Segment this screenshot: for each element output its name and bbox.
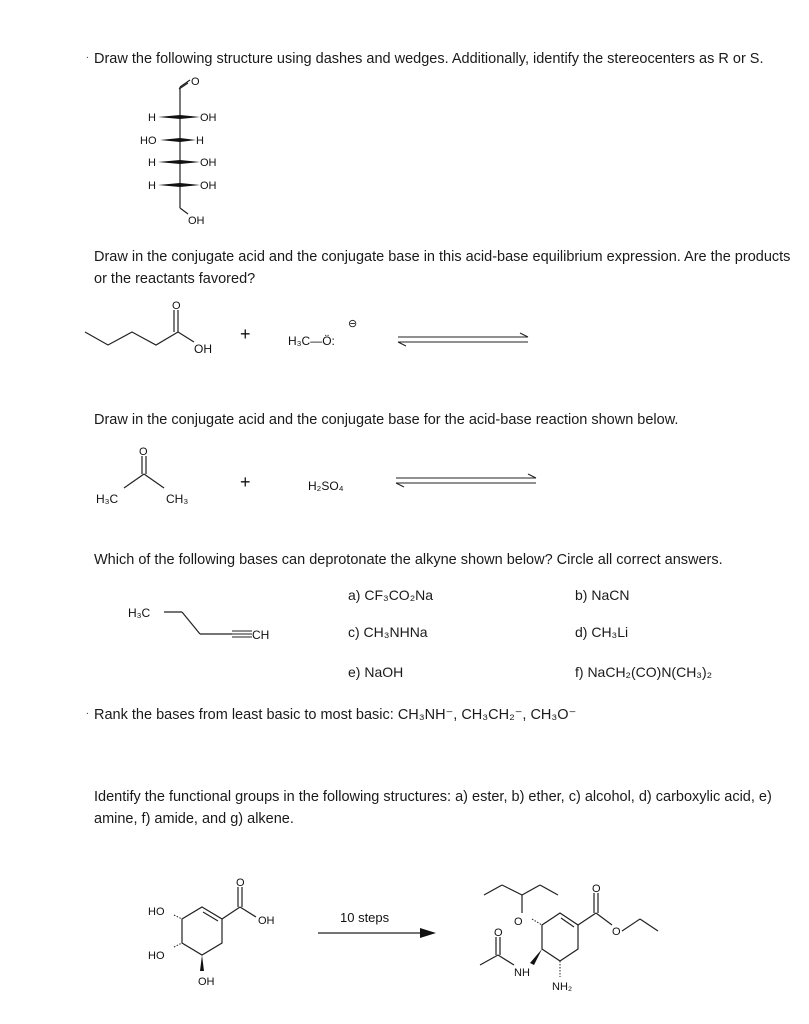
acid-oh-group: OH <box>258 915 275 927</box>
fischer-row-2-left: HO <box>140 135 157 147</box>
synthesis-scheme <box>140 875 680 1005</box>
sulfuric-acid-label: H₂SO₄ <box>308 479 344 493</box>
acetone-o-label: O <box>139 446 148 458</box>
reaction-2 <box>94 440 554 510</box>
fischer-row-3-left: H <box>148 157 156 169</box>
plus-sign-1: + <box>240 324 251 344</box>
option-c[interactable]: c) CH₃NHNa <box>348 624 428 640</box>
fischer-bottom-oh: OH <box>188 215 205 227</box>
alkyne-structure <box>128 598 288 648</box>
fischer-row-4-left: H <box>148 180 156 192</box>
option-e[interactable]: e) NaOH <box>348 664 404 680</box>
question-2-text: Draw in the conjugate acid and the conjugate base in this acid-base equilibrium expression. Are the products or the reactants favored? <box>94 249 791 287</box>
arrow-label: 10 steps <box>340 910 390 925</box>
option-f[interactable]: f) NaCH₂(CO)N(CH₃)₂ <box>575 664 713 680</box>
acid-carbonyl-o: O <box>236 877 245 889</box>
amine-nh2: NH₂ <box>552 981 573 993</box>
reaction-1 <box>80 300 550 370</box>
oh-group-wedge: OH <box>198 976 215 988</box>
methoxide-label: H₃C—Ö: <box>288 334 335 348</box>
alkyne-ch-label: CH <box>252 628 270 642</box>
fischer-row-1-left: H <box>148 112 156 124</box>
question-5-text: Rank the bases from least basic to most basic: CH₃NH⁻, CH₃CH₂⁻, CH₃O⁻ <box>94 707 577 723</box>
question-1-text: Draw the following structure using dashes and wedges. Additionally, identify the stereocenters as R or S. <box>94 51 764 67</box>
acetone-left-methyl: H₃C <box>96 492 119 506</box>
acid-o-label: O <box>172 300 181 312</box>
plus-sign-2: + <box>240 472 251 492</box>
fischer-row-1-right: OH <box>200 112 217 124</box>
fischer-row-4-right: OH <box>200 180 217 192</box>
ester-o: O <box>612 926 621 938</box>
fischer-projection <box>130 75 250 225</box>
negative-charge-symbol: ⊖ <box>348 318 358 330</box>
fischer-row-3-right: OH <box>200 157 217 169</box>
alkyne-methyl-label: H₃C <box>128 606 151 620</box>
amide-nh: NH <box>514 967 530 979</box>
fischer-row-2-right: H <box>196 135 204 147</box>
aldehyde-o-label: O <box>191 76 200 88</box>
ether-o: O <box>514 916 523 928</box>
option-d[interactable]: d) CH₃Li <box>575 624 629 640</box>
ho-group-top: HO <box>148 906 165 918</box>
option-a[interactable]: a) CF₃CO₂Na <box>348 587 434 603</box>
question-4-text: Which of the following bases can deprotonate the alkyne shown below? Circle all correct answers. <box>94 552 723 568</box>
bullet-dot: . <box>86 50 89 61</box>
ester-carbonyl-o: O <box>592 883 601 895</box>
amide-carbonyl-o: O <box>494 927 503 939</box>
option-b[interactable]: b) NaCN <box>575 587 630 603</box>
question-3-text: Draw in the conjugate acid and the conjugate base for the acid-base reaction shown below. <box>94 412 679 428</box>
bullet-dot-2: . <box>86 706 89 717</box>
ho-group-bottom: HO <box>148 950 165 962</box>
acid-oh-label: OH <box>194 342 212 356</box>
acetone-right-methyl: CH₃ <box>166 492 189 506</box>
question-6-text: Identify the functional groups in the following structures: a) ester, b) ether, c) alcohol, d) carboxylic acid, e) amine, f) amide, and g) alkene. <box>94 789 772 827</box>
